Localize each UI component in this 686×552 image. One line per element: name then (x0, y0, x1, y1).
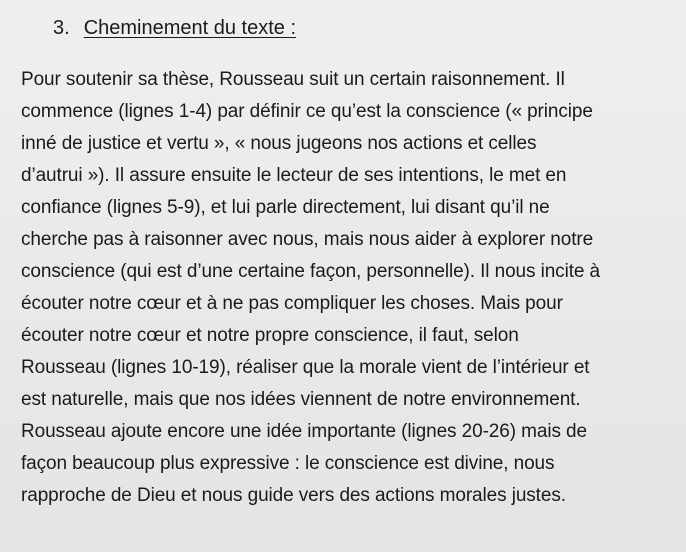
paragraph-line: rapproche de Dieu et nous guide vers des actions morales justes. (21, 485, 566, 506)
paragraph-line: Rousseau (lignes 10-19), réaliser que la morale vient de l’intérieur et (21, 357, 590, 378)
section-title: Cheminement du texte : (83, 17, 297, 39)
paragraph-line: inné de justice et vertu », « nous jugeons nos actions et celles (21, 133, 537, 154)
paragraph-line: confiance (lignes 5-9), et lui parle directement, lui disant qu’il ne (21, 197, 550, 218)
paragraph-line: façon beaucoup plus expressive : le conscience est divine, nous (21, 453, 555, 474)
paragraph-line: conscience (qui est d’une certaine façon, personnelle). Il nous incite à (21, 261, 600, 282)
paragraph-line: est naturelle, mais que nos idées viennent de notre environnement. (21, 389, 581, 410)
paragraph-line: Rousseau ajoute encore une idée importante (lignes 20-26) mais de (21, 421, 587, 442)
paragraph-line: cherche pas à raisonner avec nous, mais nous aider à explorer notre (21, 229, 594, 250)
paragraph-line: d’autrui »). Il assure ensuite le lecteur de ses intentions, le met en (21, 165, 567, 186)
paragraph-line: commence (lignes 1-4) par définir ce qu’est la conscience (« principe (21, 101, 593, 122)
paragraph-line: écouter notre cœur et notre propre conscience, il faut, selon (21, 325, 519, 346)
paragraph-line: Pour soutenir sa thèse, Rousseau suit un certain raisonnement. Il (21, 69, 565, 90)
section-number: 3. (53, 17, 70, 39)
paragraph-line: écouter notre cœur et à ne pas compliquer les choses. Mais pour (21, 293, 563, 314)
section-heading (53, 14, 296, 42)
